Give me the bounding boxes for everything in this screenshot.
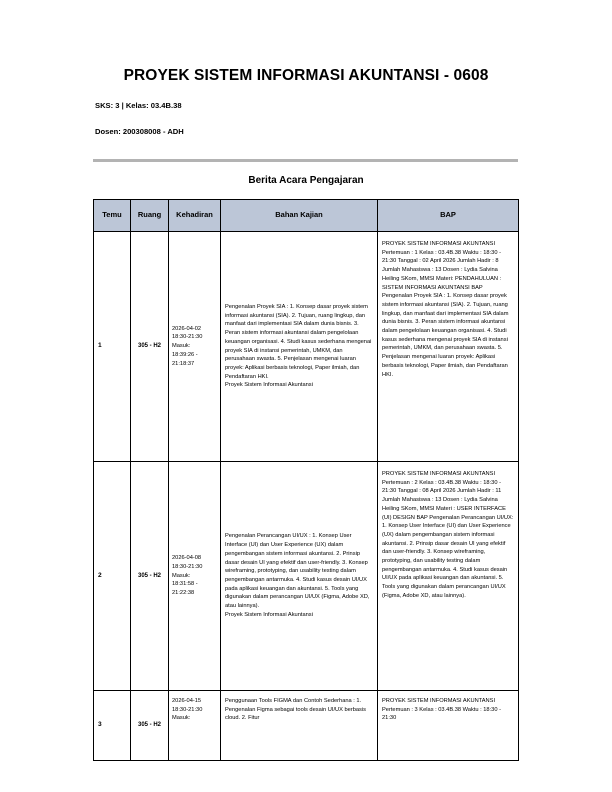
kehadiran-time: 2026-04-02 18:30-21:30	[172, 325, 203, 341]
table-row	[94, 232, 519, 462]
kehadiran-cell	[169, 232, 221, 462]
bap-cell: PROYEK SISTEM INFORMASI AKUNTANSI Pertemuan : 2 Kelas : 03.4B.38 Waktu : 18:30 - 21:30 Tanggal : 08 April 2026 Jumlah Hadir : 11 Jumlah Mahasiswa : 13 Dosen : Lydia Salvina Heiling SKom, MMSI Materi : USER INTERFACE (UI) DESIGN BAP Pengenalan Perancangan UI/UX: 1. Konsep User Interface (UI) dan User Experience (UX) dalam pengembangan sistem informasi akuntansi. 2. Prinsip dasar desain UI yang efektif dan user-friendly. 3. Konsep wireframing, prototyping, dan usability testing dalam pengembangan antarmuka. 4. Studi kasus desain UI/UX pada aplikasi keuangan dan akuntansi. 5. Tools yang digunakan dalam perancangan UI/UX (Figma, Adobe XD, atau lainnya).	[378, 462, 519, 691]
column-header-bap: BAP	[378, 200, 519, 232]
bahan-kajian-text: Pengenalan Perancangan UI/UX : 1. Konsep User Interface (UI) dan User Experience (UX) dalam pengembangan sistem informasi akuntansi. 2. Prinsip dasar desain UI yang efektif dan user-friendly. 3. Konsep wireframing, prototyping, dan usability testing dalam pengembangan antarmuka. 4. Studi kasus desain UI/UX pada aplikasi keuangan dan akuntansi. 5. Tools yang digunakan dalam perancangan UI/UX (Figma, Adobe XD, atau lainnya).	[225, 533, 370, 610]
column-header-temu: Temu	[94, 200, 131, 232]
table-header-row	[94, 200, 519, 232]
bap-table	[93, 199, 519, 761]
kehadiran-masuk: 18:39:26 - 21:18:37	[172, 351, 198, 367]
bahan-kajian-cell	[221, 691, 378, 761]
bahan-kajian-cell	[221, 232, 378, 462]
column-header-ruang: Ruang	[131, 200, 169, 232]
temu-cell: 1	[94, 232, 131, 462]
bahan-kajian-text: Pengenalan Proyek SIA : 1. Konsep dasar proyek sistem informasi akuntansi (SIA). 2. Tujuan, ruang lingkup, dan manfaat dari implementasi SIA dalam dunia bisnis. 3. Peran sistem informasi akuntansi dalam pengelolaan keuangan organisasi. 4. Studi kasus sederhana mengenai proyek SIA di instansi pemerintah, UMKM, dan perusahaan swasta. 5. Penjelasan mengenai luaran proyek: Aplikasi berbasis teknologi, Paper ilmiah, dan Pendaftaran HKI.	[225, 303, 372, 380]
page-title: PROYEK SISTEM INFORMASI AKUNTANSI - 0608	[123, 67, 489, 84]
temu-cell: 2	[94, 462, 131, 691]
section-title: Berita Acara Pengajaran	[248, 175, 364, 186]
dosen-info: Dosen: 200308008 - ADH	[95, 127, 184, 136]
bahan-kajian-course: Proyek Sistem Informasi Akuntansi	[225, 382, 313, 389]
kehadiran-masuk: 18:31:58 - 21:22:38	[172, 581, 198, 597]
kehadiran-time: 2026-04-08 18:30-21:30	[172, 555, 203, 570]
ruang-cell: 305 - H2	[131, 462, 169, 691]
ruang-cell: 305 - H2	[131, 232, 169, 462]
bap-cell: PROYEK SISTEM INFORMASI AKUNTANSI Pertemuan : 1 Kelas : 03.4B.38 Waktu : 18:30 - 21:30 Tanggal : 02 April 2026 Jumlah Hadir : 8 Jumlah Mahasiswa : 13 Dosen : Lydia Salvina Heiling SKom, MMSI Materi: PENDAHULUAN : SISTEM INFORMASI AKUNTANSI BAP Pengenalan Proyek SIA : 1. Konsep dasar proyek sistem informasi akuntansi (SIA). 2. Tujuan, ruang lingkup, dan manfaat dari implementasi SIA dalam dunia bisnis. 3. Peran sistem informasi akuntansi dalam pengelolaan keuangan organisasi. 4. Studi kasus sederhana mengenai proyek SIA di instansi pemerintah, UMKM, dan perusahaan swasta. 5. Penjelasan mengenai luaran proyek: Aplikasi berbasis teknologi, Paper ilmiah, dan Pendaftaran HKI.	[378, 232, 519, 462]
kehadiran-cell	[169, 691, 221, 761]
kehadiran-label: Masuk:	[172, 572, 191, 579]
column-header-bahan-kajian: Bahan Kajian	[221, 200, 378, 232]
kehadiran-cell	[169, 462, 221, 691]
ruang-cell: 305 - H2	[131, 691, 169, 761]
sks-kelas-info: SKS: 3 | Kelas: 03.4B.38	[95, 101, 182, 110]
kehadiran-label: Masuk:	[172, 715, 191, 722]
bahan-kajian-cell	[221, 462, 378, 691]
divider	[93, 159, 518, 162]
bahan-kajian-course: Proyek Sistem Informasi Akuntansi	[225, 611, 313, 618]
temu-cell: 3	[94, 691, 131, 761]
bap-cell: PROYEK SISTEM INFORMASI AKUNTANSI Pertemuan : 3 Kelas : 03.4B.38 Waktu : 18:30 - 21:30	[378, 691, 519, 761]
column-header-kehadiran: Kehadiran	[169, 200, 221, 232]
table-row	[94, 691, 519, 761]
kehadiran-label: Masuk:	[172, 343, 191, 350]
table-row	[94, 462, 519, 691]
bahan-kajian-text: Penggunaan Tools FIGMA dan Contoh Sederhana : 1. Pengenalan Figma sebagai tools desain UI/UX berbasis cloud. 2. Fitur	[225, 698, 367, 722]
kehadiran-time: 2026-04-15 18:30-21:30	[172, 698, 203, 713]
